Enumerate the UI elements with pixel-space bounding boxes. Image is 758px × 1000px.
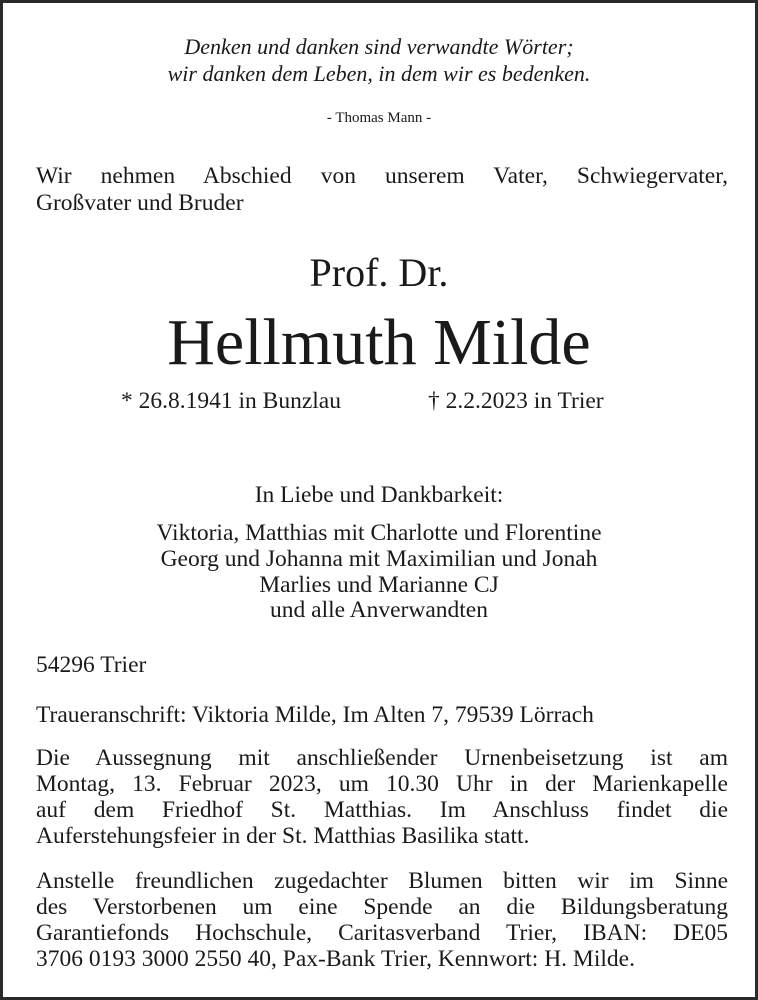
mourner-line: Viktoria, Matthias mit Charlotte und Florentine (156, 520, 602, 546)
donation-line: des Verstorbenen um eine Spende an die Bildungsberatung (36, 894, 728, 920)
ceremony-line: auf dem Friedhof St. Matthias. Im Anschluss findet die (36, 797, 728, 823)
mourner-line: Georg und Johanna mit Maximilian und Jonah (160, 546, 598, 572)
quote-line: wir danken dem Leben, in dem wir es bedenken. (167, 61, 591, 86)
donation-line: Anstelle freundlichen zugedachter Blumen bitten wir im Sinne (36, 868, 728, 894)
mourner-line: und alle Anverwandten (270, 597, 488, 623)
mourner-line: Marlies und Marianne CJ (259, 572, 499, 598)
intro-line: Großvater und Bruder (36, 190, 244, 216)
birth-date: * 26.8.1941 in Bunzlau (121, 388, 341, 414)
ceremony-line: Die Aussegnung mit anschließender Urnenbeisetzung ist am (36, 745, 728, 771)
mourning-address: Traueranschrift: Viktoria Milde, Im Alten 7, 79539 Lörrach (36, 702, 594, 728)
ceremony-line: Montag, 13. Februar 2023, um 10.30 Uhr in der Marienkapelle (36, 771, 728, 797)
deceased-name: Hellmuth Milde (167, 306, 591, 379)
donation-line: Garantiefonds Hochschule, Caritasverband Trier, IBAN: DE05 (36, 920, 728, 946)
place: 54296 Trier (36, 652, 147, 678)
intro-line: Wir nehmen Abschied von unserem Vater, Schwiegervater, (36, 163, 728, 189)
deceased-title: Prof. Dr. (309, 250, 449, 295)
donation-line: 3706 0193 3000 2550 40, Pax-Bank Trier, Kennwort: H. Milde. (36, 946, 635, 972)
death-date: † 2.2.2023 in Trier (428, 388, 604, 414)
quote-author: - Thomas Mann - (326, 110, 432, 126)
quote-line: Denken und danken sind verwandte Wörter; (184, 34, 574, 59)
ceremony-line: Auferstehungsfeier in der St. Matthias Basilika statt. (36, 823, 530, 849)
mourners-heading: In Liebe und Dankbarkeit: (254, 482, 504, 508)
